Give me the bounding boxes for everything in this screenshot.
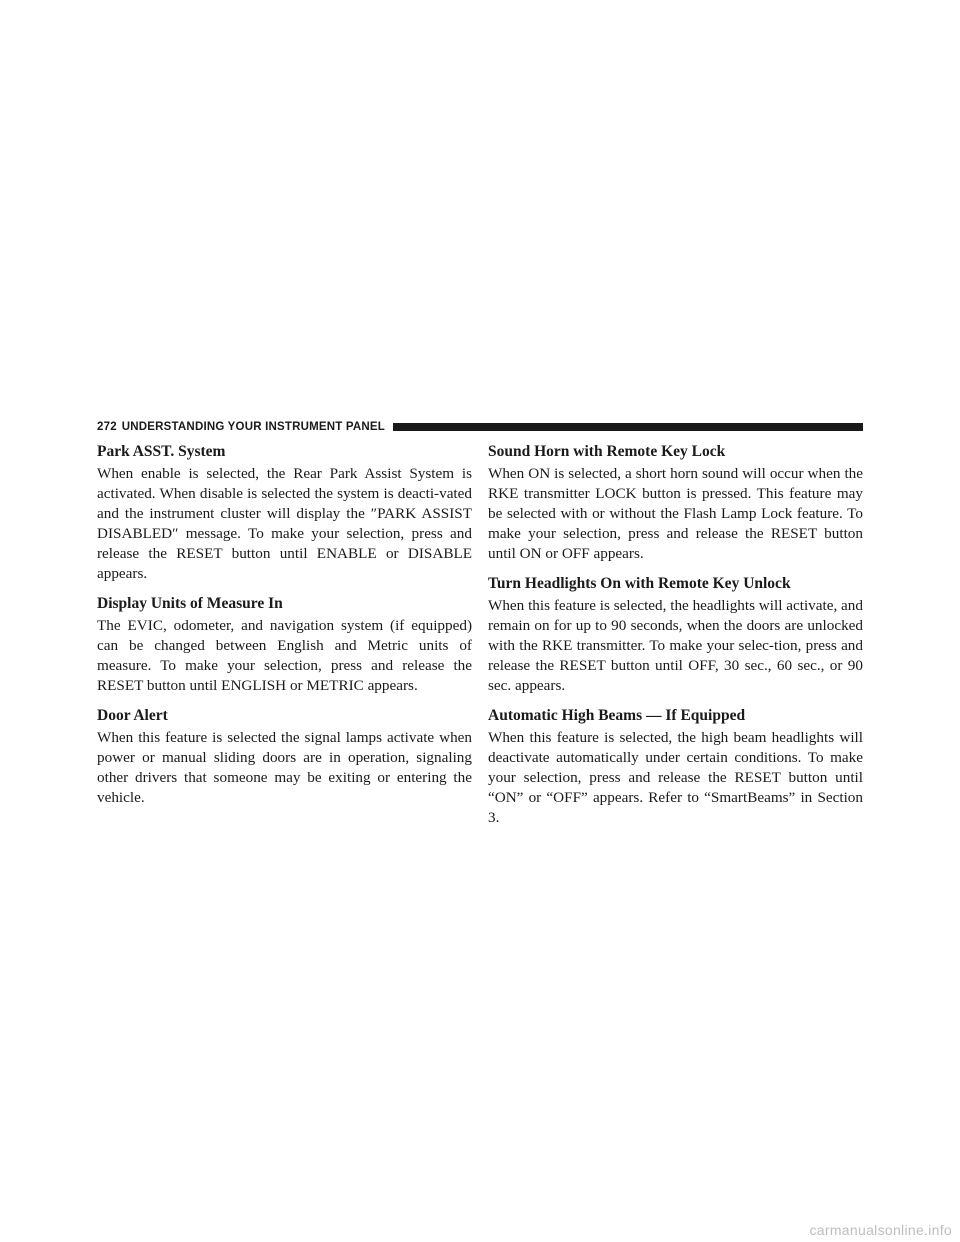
section-title: Park ASST. System [97, 443, 226, 460]
right-column [488, 442, 863, 838]
section-headlights-unlock [488, 574, 863, 696]
section-title: Automatic High Beams — If Equipped [488, 707, 746, 724]
section-body: When this feature is selected the signal lamps activate when power or manual sliding doors are in operation, signaling other drivers that someone may be exiting or entering the vehicle. [97, 729, 472, 806]
watermark: carmanualsonline.info [809, 1222, 952, 1238]
section-body: When this feature is selected, the high beam headlights will deactivate automatically under certain conditions. To make your selection, press and release the RESET button until “ON” or “OFF” appears. Refer to “SmartBeams” in Section 3. [488, 729, 863, 826]
page-number: 272 [97, 421, 117, 433]
section-title: Door Alert [97, 707, 168, 724]
section-park-assist [97, 442, 472, 584]
section-title: Sound Horn with Remote Key Lock [488, 443, 726, 460]
section-title: Display Units of Measure In [97, 595, 283, 612]
page-header [97, 419, 863, 435]
section-title: Turn Headlights On with Remote Key Unlock [488, 575, 791, 592]
section-automatic-high-beams [488, 706, 863, 828]
section-body: When enable is selected, the Rear Park Assist System is activated. When disable is selected the system is deacti-vated and the instrument cluster will display the ″PARK ASSIST DISABLED″ message. To make your selection, press and release the RESET button until ENABLE or DISABLE appears. [97, 465, 472, 582]
section-sound-horn [488, 442, 863, 564]
header-rule [393, 423, 863, 431]
section-body: When this feature is selected, the headlights will activate, and remain on for up to 90 seconds, when the doors are unlocked with the RKE transmitter. To make your selec-tion, press and release the RESET button until OFF, 30 sec., 60 sec., or 90 sec. appears. [488, 597, 863, 694]
left-column [97, 442, 472, 818]
section-body: When ON is selected, a short horn sound will occur when the RKE transmitter LOCK button is pressed. This feature may be selected with or without the Flash Lamp Lock feature. To make your selection, press and release the RESET button until ON or OFF appears. [488, 465, 863, 562]
header-title: UNDERSTANDING YOUR INSTRUMENT PANEL [121, 421, 385, 433]
section-body: The EVIC, odometer, and navigation system (if equipped) can be changed between English and Metric units of measure. To make your selection, press and release the RESET button until ENGLISH or METRIC appears. [97, 617, 472, 694]
section-display-units [97, 594, 472, 696]
section-door-alert [97, 706, 472, 808]
